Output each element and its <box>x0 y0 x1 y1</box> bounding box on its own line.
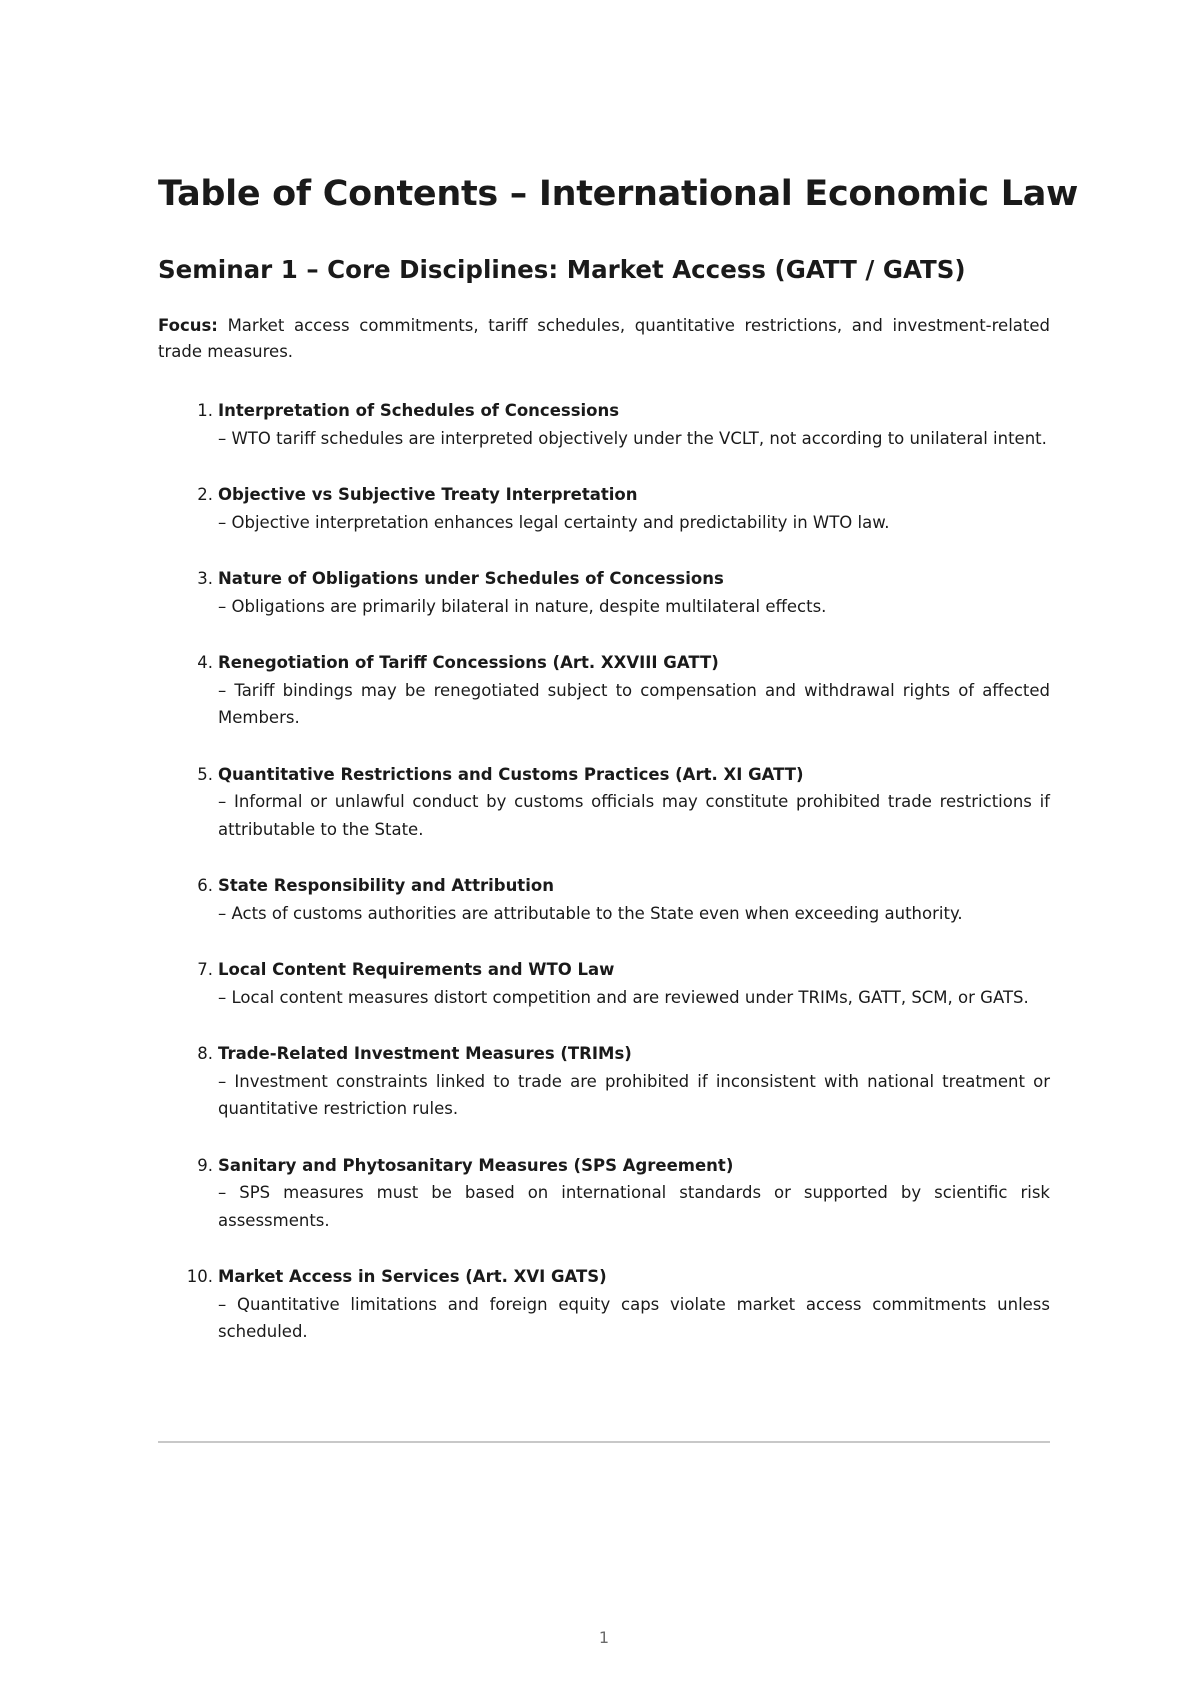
toc-item-number: 7. <box>197 960 213 979</box>
toc-item <box>158 1040 1050 1123</box>
toc-item-title: Interpretation of Schedules of Concessions <box>218 401 620 420</box>
focus-text: Market access commitments, tariff schedules, quantitative restrictions, and investment-related trade measures. <box>158 316 1050 361</box>
toc-item <box>158 649 1050 732</box>
toc-item-number: 6. <box>197 876 213 895</box>
toc-item-number: 8. <box>197 1044 213 1063</box>
toc-item <box>158 1152 1050 1235</box>
toc-item-description: – Local content measures distort competition and are reviewed under TRIMs, GATT, SCM, or GATS. <box>218 987 1029 1007</box>
toc-item-title: Market Access in Services (Art. XVI GATS) <box>218 1267 607 1286</box>
toc-item-description: – Acts of customs authorities are attributable to the State even when exceeding authority. <box>218 903 963 923</box>
toc-item-description: – Quantitative limitations and foreign equity caps violate market access commitments unless scheduled. <box>218 1294 1050 1341</box>
toc-item-number: 9. <box>197 1155 213 1175</box>
toc-item-description: – Tariff bindings may be renegotiated subject to compensation and withdrawal rights of affected Members. <box>218 680 1050 727</box>
toc-item-description: – Investment constraints linked to trade are prohibited if inconsistent with national treatment or quantitative restriction rules. <box>218 1071 1050 1118</box>
toc-item-number: 3. <box>197 569 213 588</box>
toc-item <box>158 1263 1050 1346</box>
page-title: Table of Contents – International Economic Law <box>158 174 1079 214</box>
seminar-heading: Seminar 1 – Core Disciplines: Market Access (GATT / GATS) <box>158 255 966 284</box>
toc-list <box>158 397 1050 1375</box>
toc-item-description: – WTO tariff schedules are interpreted objectively under the VCLT, not according to unilateral intent. <box>218 428 1047 448</box>
toc-item-title: Nature of Obligations under Schedules of Concessions <box>218 569 724 588</box>
toc-item <box>158 481 1050 536</box>
toc-item <box>158 956 1050 1011</box>
toc-item-description: – Objective interpretation enhances legal certainty and predictability in WTO law. <box>218 512 890 532</box>
toc-item-title: Objective vs Subjective Treaty Interpretation <box>218 485 638 504</box>
toc-item-description: – Obligations are primarily bilateral in nature, despite multilateral effects. <box>218 596 827 616</box>
toc-item-number: 1. <box>197 401 213 420</box>
toc-item <box>158 397 1050 452</box>
focus-paragraph <box>158 313 1050 365</box>
toc-item-title: Sanitary and Phytosanitary Measures (SPS Agreement) <box>218 1155 734 1175</box>
toc-item-description: – SPS measures must be based on international standards or supported by scientific risk assessments. <box>218 1183 1050 1230</box>
toc-item <box>158 872 1050 927</box>
focus-label: Focus: <box>158 316 218 335</box>
toc-item <box>158 761 1050 844</box>
toc-item-description: – Informal or unlawful conduct by customs officials may constitute prohibited trade restrictions if attributable to the State. <box>218 792 1050 839</box>
toc-item-title: State Responsibility and Attribution <box>218 876 554 895</box>
toc-item-number: 4. <box>197 653 213 672</box>
page-number: 1 <box>598 1628 610 1647</box>
toc-item-number: 2. <box>197 485 213 504</box>
toc-item-title: Quantitative Restrictions and Customs Practices (Art. XI GATT) <box>218 764 804 784</box>
toc-item-title: Renegotiation of Tariff Concessions (Art. XXVIII GATT) <box>218 653 719 672</box>
document-page <box>158 0 1079 1696</box>
section-divider <box>158 1441 1050 1443</box>
toc-item <box>158 565 1050 620</box>
toc-item-number: 5. <box>197 764 213 784</box>
toc-item-number: 10. <box>186 1267 213 1286</box>
toc-item-title: Trade-Related Investment Measures (TRIMs) <box>218 1044 632 1063</box>
toc-item-title: Local Content Requirements and WTO Law <box>218 960 615 979</box>
